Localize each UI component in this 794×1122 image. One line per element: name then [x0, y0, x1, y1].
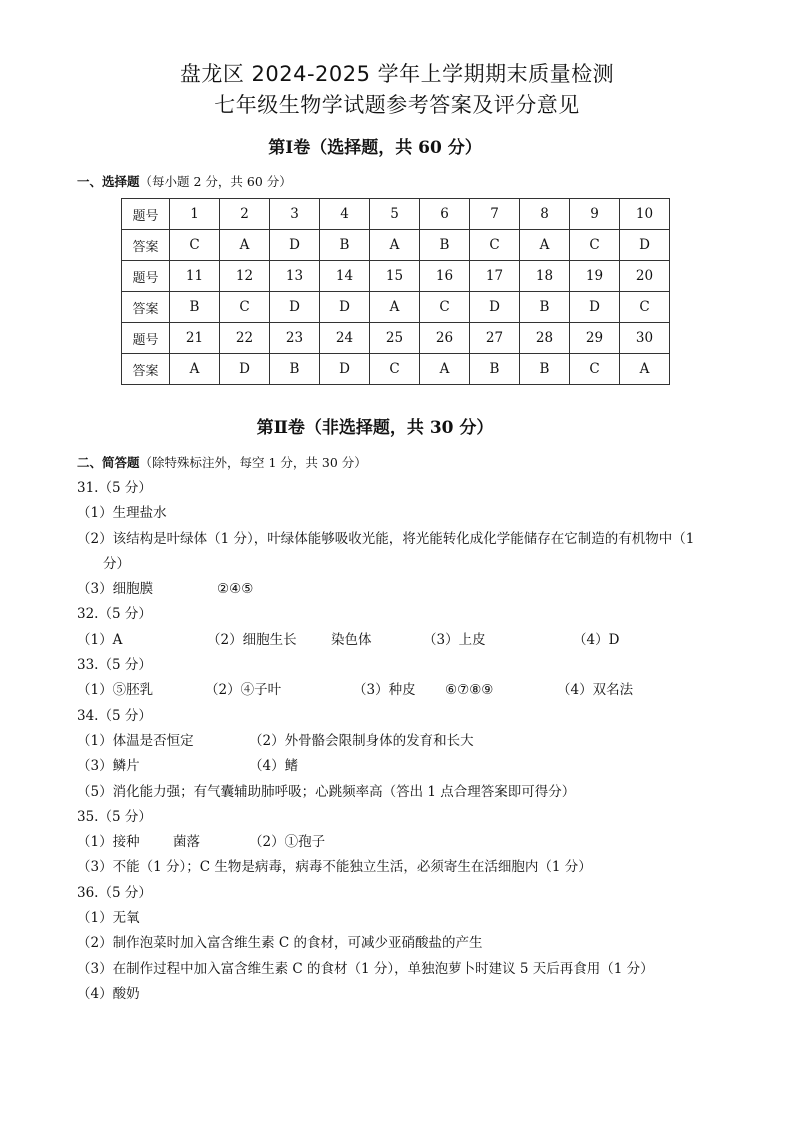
answer-cell: A: [170, 354, 220, 385]
question-number-cell: 10: [620, 199, 670, 230]
question-number-cell: 1: [170, 199, 220, 230]
question-number-cell: 29: [570, 323, 620, 354]
answer-cell: B: [520, 354, 570, 385]
answer-cell: A: [520, 230, 570, 261]
answer-line: [77, 577, 737, 602]
answer-line: [77, 704, 737, 729]
answer-line-item: （3）在制作过程中加入富含维生素 C 的食材（1 分），单独泡萝卜时建议 5 天后再食用（1 分）: [77, 960, 654, 977]
question-number-cell: 27: [470, 323, 520, 354]
part-2-title: [77, 453, 367, 471]
answer-line-item: 32.（5 分）: [77, 606, 152, 623]
question-number-cell: 7: [470, 199, 520, 230]
answer-line-item: （2）制作泡菜时加入富含维生素 C 的食材，可减少亚硝酸盐的产生: [77, 935, 483, 952]
question-number-cell: 12: [220, 261, 270, 292]
answer-line: [77, 754, 737, 779]
answer-line-item: （1）生理盐水: [77, 505, 167, 522]
question-number-cell: 21: [170, 323, 220, 354]
question-number-cell: 19: [570, 261, 620, 292]
answer-cell: D: [620, 230, 670, 261]
answer-line: [77, 678, 737, 703]
question-number-cell: 25: [370, 323, 420, 354]
answer-line: [77, 527, 737, 578]
answer-row: [122, 354, 670, 385]
answer-lines: [77, 476, 737, 1007]
answer-line: [77, 957, 737, 982]
row-label-answer: 答案: [122, 230, 170, 261]
answer-line-continuation: 分）: [103, 555, 130, 572]
answer-line-item: （1）A: [77, 631, 123, 648]
answer-line-item: （3）种皮: [353, 682, 416, 699]
answer-cell: D: [320, 354, 370, 385]
part-1-title: [77, 172, 292, 190]
answer-line: [77, 805, 737, 830]
part-1-label: 一、选择题: [77, 174, 140, 189]
answer-line-item: 染色体: [331, 631, 372, 648]
question-number-cell: 4: [320, 199, 370, 230]
answer-cell: D: [570, 292, 620, 323]
answer-cell: D: [320, 292, 370, 323]
answer-line-item: （3）上皮: [423, 631, 486, 648]
question-number-row: [122, 199, 670, 230]
answer-line-item: （2）①孢子: [249, 834, 326, 851]
answer-line-item: ⑥⑦⑧⑨: [445, 682, 494, 699]
question-number-cell: 18: [520, 261, 570, 292]
answer-cell: B: [470, 354, 520, 385]
answer-line-item: （3）鳞片: [77, 758, 140, 775]
question-number-cell: 22: [220, 323, 270, 354]
answer-line-item: 菌落: [173, 834, 200, 851]
question-number-cell: 30: [620, 323, 670, 354]
answer-line: [77, 906, 737, 931]
section-1-heading: 第Ⅰ卷（选择题，共 60 分）: [268, 138, 482, 158]
answer-line: [77, 476, 737, 501]
answer-line: [77, 830, 737, 855]
answer-cell: A: [370, 292, 420, 323]
answer-line-item: 31.（5 分）: [77, 480, 152, 496]
answer-line: [77, 881, 737, 906]
answer-row: [122, 292, 670, 323]
answer-line-item: 35.（5 分）: [77, 808, 152, 825]
answer-line: [77, 855, 737, 880]
answer-cell: C: [620, 292, 670, 323]
section-2-heading: 第Ⅱ卷（非选择题，共 30 分）: [256, 418, 494, 438]
answer-table: [121, 198, 670, 385]
answer-line: [77, 628, 737, 653]
question-number-cell: 11: [170, 261, 220, 292]
question-number-cell: 5: [370, 199, 420, 230]
answer-cell: B: [270, 354, 320, 385]
answer-line-item: （2）细胞生长: [207, 631, 297, 648]
answer-cell: B: [320, 230, 370, 261]
question-number-cell: 20: [620, 261, 670, 292]
answer-cell: C: [570, 354, 620, 385]
question-number-cell: 9: [570, 199, 620, 230]
answer-cell: C: [170, 230, 220, 261]
answer-line-item: （2）外骨骼会限制身体的发育和长大: [249, 732, 474, 749]
answer-cell: C: [570, 230, 620, 261]
answer-cell: B: [420, 230, 470, 261]
answer-cell: A: [220, 230, 270, 261]
answer-cell: A: [420, 354, 470, 385]
part-1-note: （每小题 2 分，共 60 分）: [139, 174, 292, 189]
row-label-question: 题号: [122, 261, 170, 292]
question-number-cell: 8: [520, 199, 570, 230]
question-number-row: [122, 261, 670, 292]
answer-line-item: 34.（5 分）: [77, 707, 152, 724]
answer-cell: B: [520, 292, 570, 323]
question-number-row: [122, 323, 670, 354]
answer-line-item: 33.（5 分）: [77, 657, 152, 674]
document-title: 盘龙区 2024-2025 学年上学期期末质量检测: [179, 62, 615, 86]
answer-cell: D: [220, 354, 270, 385]
row-label-question: 题号: [122, 323, 170, 354]
question-number-cell: 17: [470, 261, 520, 292]
answer-line-text: （2）该结构是叶绿体（1 分），叶绿体能够吸收光能，将光能转化成化学能储存在它制造的有机物中（1: [77, 530, 695, 547]
question-number-cell: 16: [420, 261, 470, 292]
answer-cell: B: [170, 292, 220, 323]
question-number-cell: 13: [270, 261, 320, 292]
part-2-note: （除特殊标注外，每空 1 分，共 30 分）: [139, 455, 367, 470]
answer-line-item: （2）④子叶: [205, 682, 282, 699]
answer-line-item: ②④⑤: [217, 581, 254, 598]
question-number-cell: 23: [270, 323, 320, 354]
answer-line-item: （4）D: [573, 631, 620, 648]
answer-cell: A: [370, 230, 420, 261]
document-subtitle: 七年级生物学试题参考答案及评分意见: [214, 93, 580, 117]
answer-line: [77, 729, 737, 754]
answer-cell: D: [270, 230, 320, 261]
answer-row: [122, 230, 670, 261]
answer-cell: A: [620, 354, 670, 385]
answer-line-item: （1）体温是否恒定: [77, 732, 194, 749]
answer-line-item: （4）鳍: [249, 758, 299, 775]
answer-line: [77, 780, 737, 805]
question-number-cell: 28: [520, 323, 570, 354]
answer-line: [77, 931, 737, 956]
answer-line: [77, 653, 737, 678]
row-label-answer: 答案: [122, 292, 170, 323]
answer-cell: D: [470, 292, 520, 323]
part-2-label: 二、简答题: [77, 455, 140, 470]
answer-line: [77, 501, 737, 526]
question-number-cell: 15: [370, 261, 420, 292]
answer-cell: C: [470, 230, 520, 261]
answer-line-item: 36.（5 分）: [77, 884, 152, 901]
answer-line: [77, 982, 737, 1007]
question-number-cell: 3: [270, 199, 320, 230]
answer-cell: D: [270, 292, 320, 323]
question-number-cell: 2: [220, 199, 270, 230]
answer-line-item: （4）双名法: [557, 682, 634, 699]
answer-line-item: （1）⑤胚乳: [77, 682, 154, 699]
question-number-cell: 6: [420, 199, 470, 230]
row-label-question: 题号: [122, 199, 170, 230]
answer-line-item: （5）消化能力强；有气囊辅助肺呼吸；心跳频率高（答出 1 点合理答案即可得分）: [77, 783, 576, 800]
answer-cell: C: [420, 292, 470, 323]
answer-line-item: （1）无氧: [77, 910, 140, 927]
question-number-cell: 26: [420, 323, 470, 354]
row-label-answer: 答案: [122, 354, 170, 385]
answer-line-item: （1）接种: [77, 834, 140, 851]
question-number-cell: 24: [320, 323, 370, 354]
answer-line: [77, 602, 737, 627]
answer-line-item: （3）细胞膜: [77, 581, 154, 598]
answer-line-item: （3）不能（1 分）；C 生物是病毒，病毒不能独立生活，必须寄生在活细胞内（1 分）: [77, 859, 592, 876]
answer-line-item: （4）酸奶: [77, 985, 140, 1002]
answer-cell: C: [370, 354, 420, 385]
answer-cell: C: [220, 292, 270, 323]
question-number-cell: 14: [320, 261, 370, 292]
